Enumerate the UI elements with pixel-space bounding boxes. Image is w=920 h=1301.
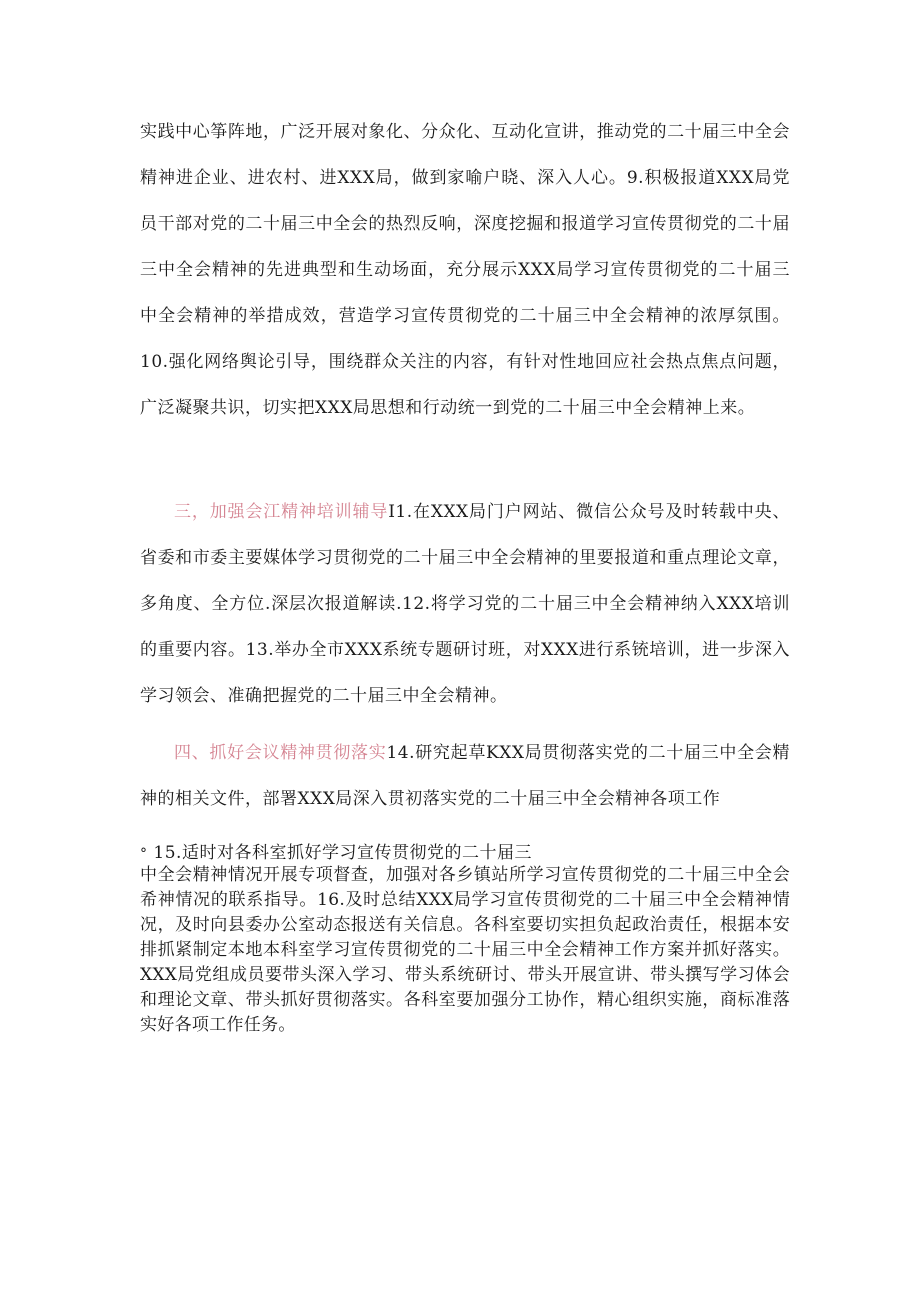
paragraph-propaganda: [140, 109, 790, 431]
paragraph-supervision-start-text: 15.适时对各科室抓好学习宣传贯彻党的二十届三: [153, 843, 532, 863]
bullet-mark: °: [140, 846, 148, 862]
section-heading-implementation: 四、抓好会议精神贯彻落实: [174, 743, 387, 763]
paragraph-training: [140, 489, 790, 719]
paragraph-implementation: [140, 730, 790, 822]
section-heading-training: 三，加强会江精神培训辅导: [174, 502, 389, 522]
paragraph-implementation-text: 14.研究起草KXX局贯彻落实党的二十届三中全会精神的相关文件，部署XXX局深入贯初落实党的二十届三中全会精神各项工作: [140, 743, 791, 809]
paragraph-supervision-continued: [140, 863, 790, 1038]
paragraph-supervision-continued-text: 中全会精神情况开展专项督查，加强对各乡镇站所学习宣传贯彻党的二十届三中全会希神情况的联系指导。16.及时总结XXX局学习宣传贯彻党的二十届三中全会精神情况，及时向县委办公室动态报送有关信息。各科室要切实担负起政治责任，根据本安排抓紧制定本地本科室学习宣传贯彻党的二十届三中全会精神工作方案并抓好落实。XXX局党组成员要带头深入学习、带头系统研讨、带头开展宣讲、带头撰写学习体会和理论文章、带头抓好贯彻落实。各科室要加强分工协作，精心组织实施，商标准落实好各项工作任务。: [140, 865, 790, 1035]
paragraph-training-text: I1.在XXX局门户网站、微信公众号及时转载中央、省委和市委主要媒体学习贯彻党的二十届三中全会精神的里要报道和重点理论文章，多角度、全方位.深层次报道解读.12.将学习党的二十届三中全会精神纳入XXX培训的重要内容。13.举办全市XXX系统专题研讨班，对XXX进行系铳培训，进一步深入学习领会、准确把握党的二十届三中全会精神。: [140, 502, 790, 706]
paragraph-propaganda-text: 实践中心筝阵地，广泛开展对象化、分众化、互动化宣讲，推动党的二十届三中全会精神进企业、进农村、进XXX局，做到家喻户晓、深入人心。9.积极报道XXX局党员干部对党的二十届三中全会的热烈反响，深度挖掘和报道学习宣传贯彻党的二十届三中全会精神的先进典型和生动场面，充分展示XXX局学习宣传贯彻党的二十届三中全会精神的举措成效，营造学习宣传贯彻党的二十届三中全会精神的浓厚氛围。10.强化网络舆论引导，围绕群众关注的内容，有针对性地回应社会热点焦点问题，广泛凝聚共识，切实把XXX局思想和行动统一到党的二十届三中全会精神上来。: [140, 122, 790, 418]
